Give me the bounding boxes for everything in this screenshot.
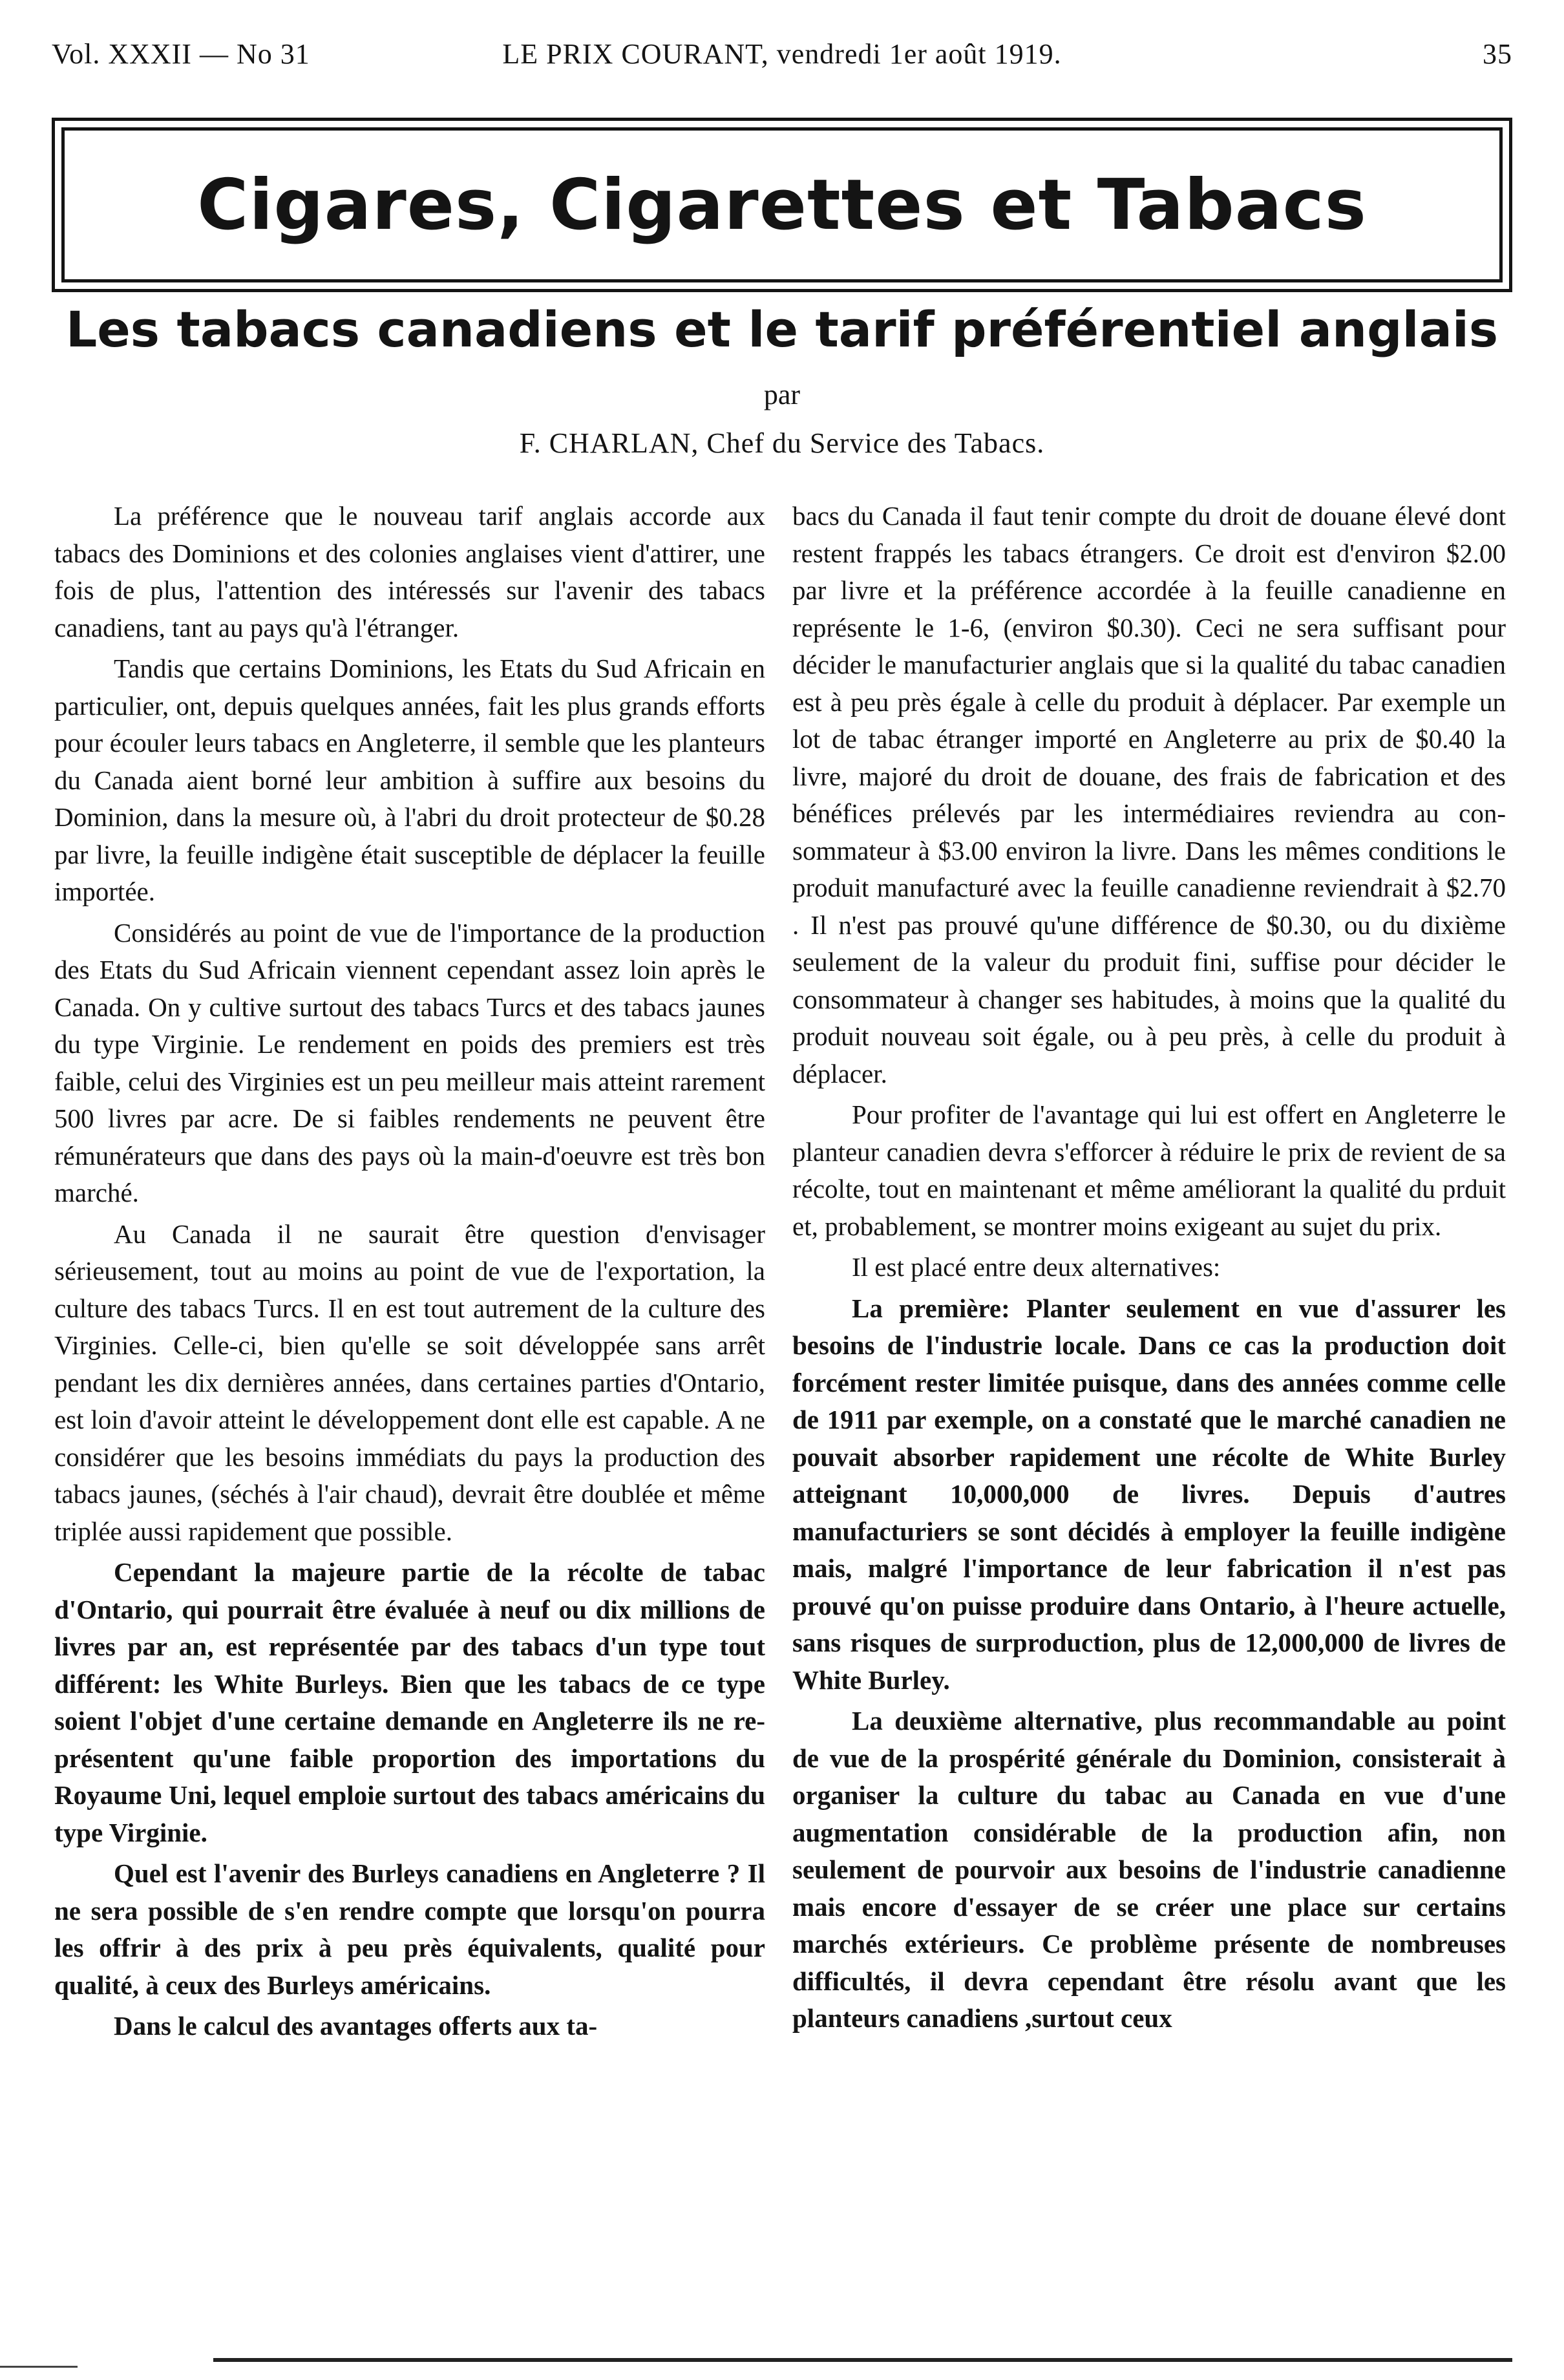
paragraph: Dans le calcul des avantages offerts aux ta- — [114, 2011, 598, 2041]
paragraph: Cependant la majeure partie de la récolte de tabac d'Ontario, qui pourrait être évaluée à neuf ou dix millions de livres par an, est représentée par des tabacs d'un type tout différent: les White Burleys. Bien que les tabacs de ce type soient l'objet d'une certaine demande en Angleterre ils ne représentent qu'une faible proportion des importations du Royaume Uni, lequel emploie surtout des tabacs américains du type Virginie. — [54, 1557, 765, 1847]
byline-author: F. CHARLAN, Chef du Service des Tabacs. — [519, 427, 1045, 459]
publication-date: LE PRIX COURANT, vendredi 1er août 1919. — [502, 38, 1062, 70]
paragraph: La deuxième alternative, plus recommandable au point de vue de la prospérité générale du Dominion, consisterait à organiser la culture du tabac au Canada en vue d'une augmentation considérable de la production afin, non seulement de pourvoir aux besoins de l'industrie canadienne mais encore d'essayer de se créer une place sur certains marchés extérieurs. Ce problème présente de nombreuses difficultés, il devra cependant être résolu avant que les planteurs canadiens ,surtout ceux — [792, 1706, 1506, 2033]
volume-number: Vol. XXXII — No 31 — [52, 38, 310, 70]
section-heading-inner-frame — [61, 127, 1503, 282]
section-heading-box — [52, 118, 1512, 292]
left-column — [54, 498, 765, 2049]
article-title: Les tabacs canadiens et le tarif préférentiel anglais — [65, 301, 1499, 358]
right-column — [792, 498, 1506, 2041]
running-header — [52, 37, 1512, 83]
bottom-rule-left — [0, 2366, 78, 2368]
paragraph: La préférence que le nouveau tarif anglais accorde aux tabacs des Dominions et des colonies anglaises vient d'attirer, une fois de plus, l'attention des intéressés sur l'avenir des tabacs canadiens, tant au pays qu'à l'étranger. — [54, 501, 765, 643]
page-number: 35 — [1483, 38, 1512, 70]
bottom-rule — [213, 2358, 1512, 2362]
paragraph: Au Canada il ne saurait être question d'envisager sérieusement, tout au moins au point de vue de l'exportation, la culture des tabacs Turcs. Il en est tout autrement de la culture des Virginies. Celle-ci, bien qu'elle se soit développée sans arrêt pendant les dix dernières années, dans certaines parties d'Ontario, est loin d'avoir atteint le développement dont elle est capable. A ne considérer que les besoins immédiats du pays la production des tabacs jaunes, (séchés à l'air chaud), devrait être doublée et même triplée aussi rapidement que possible. — [54, 1218, 765, 1546]
byline-par: par — [763, 379, 801, 410]
paragraph: La première: Planter seulement en vue d'assurer les besoins de l'industrie locale. Dans ce cas la production doit forcément rester limitée puisque, dans des années comme celle de 1911 par exemple, on a constaté que le marché canadien ne pouvait absorber rapidement une récolte de White Burley atteignant 10,000,000 de livres. Depuis d'autres manufacturiers se sont décidés à employer la feuille indigène mais, malgré l'importance de leur fabrication il n'est pas prouvé qu'on puisse produire dans Ontario, à l'heure actuelle, sans risques de surproduction, plus de 12,000,000 de livres de White Burley. — [792, 1293, 1506, 1695]
section-title: Cigares, Cigarettes et Tabacs — [197, 164, 1367, 246]
paragraph: Considérés au point de vue de l'importance de la production des Etats du Sud Africain viennent cependant assez loin après le Canada. On y cultive surtout des tabacs Turcs et des tabacs jaunes du type Virginie. Le rendement en poids des premiers est très faible, celui des Virginies est un peu meilleur mais atteint rarement 500 livres par acre. De si faibles rendements ne peuvent être rémunérateurs que dans des pays où la main-d'oeuvre est très bon marché. — [54, 917, 765, 1207]
paragraph: Pour profiter de l'avantage qui lui est offert en Angleterre le planteur canadien devra s'efforcer à réduire le prix de revient de sa récolte, tout en maintenant et même améliorant la qualité du prduit et, probablement, se montrer moins exigeant au sujet du prix. — [792, 1100, 1506, 1241]
paragraph: Quel est l'avenir des Burleys canadiens en Angleterre ? Il ne sera possible de s'en rendre compte que lorsqu'on pourra les offrir à des prix à peu près équivalents, qualité pour qualité, à ceux des Burleys américains. — [54, 1858, 765, 2000]
paragraph: bacs du Canada il faut tenir compte du droit de douane élevé dont restent frappés les tabacs étrangers. Ce droit est d'environ $2.00 par livre et la préférence accordée à la feuille canadienne en représente le 1-6, (environ $0.30). Ceci ne sera suffisant pour décider le manufacturier anglais que si la qualité du tabac canadien est à peu près égale à celle du produit à déplacer. Par exemple un lot de tabac étranger importé en Angleterre au prix de $0.40 la livre, majoré du droit de douane, des frais de fabrication et des bénéfices prélevés par les intermédiaires reviendra au consommateur à $3.00 environ la livre. Dans les mêmes conditions le produit manufacturé avec la feuille canadienne reviendrait à $2.70 . Il n'est pas prouvé qu'une différence de $0.30, ou du dixième seulement de la valeur du produit fini, suffise pour décider le consommateur à changer ses habitudes, à moins que la qualité du produit nouveau soit égale, ou à peu près, à celle du produit à déplacer. — [792, 501, 1506, 1089]
paragraph: Il est placé entre deux alternatives: — [852, 1252, 1221, 1282]
paragraph: Tandis que certains Dominions, les Etats du Sud Africain en particulier, ont, depuis quelques années, fait les plus grands efforts pour écouler leurs tabacs en Angleterre, il semble que les planteurs du Canada aient borné leur ambition à suffire aux besoins du Dominion, dans la mesure où, à l'abri du droit protecteur de $0.28 par livre, la feuille indigène était susceptible de déplacer la feuille importée. — [54, 653, 765, 906]
